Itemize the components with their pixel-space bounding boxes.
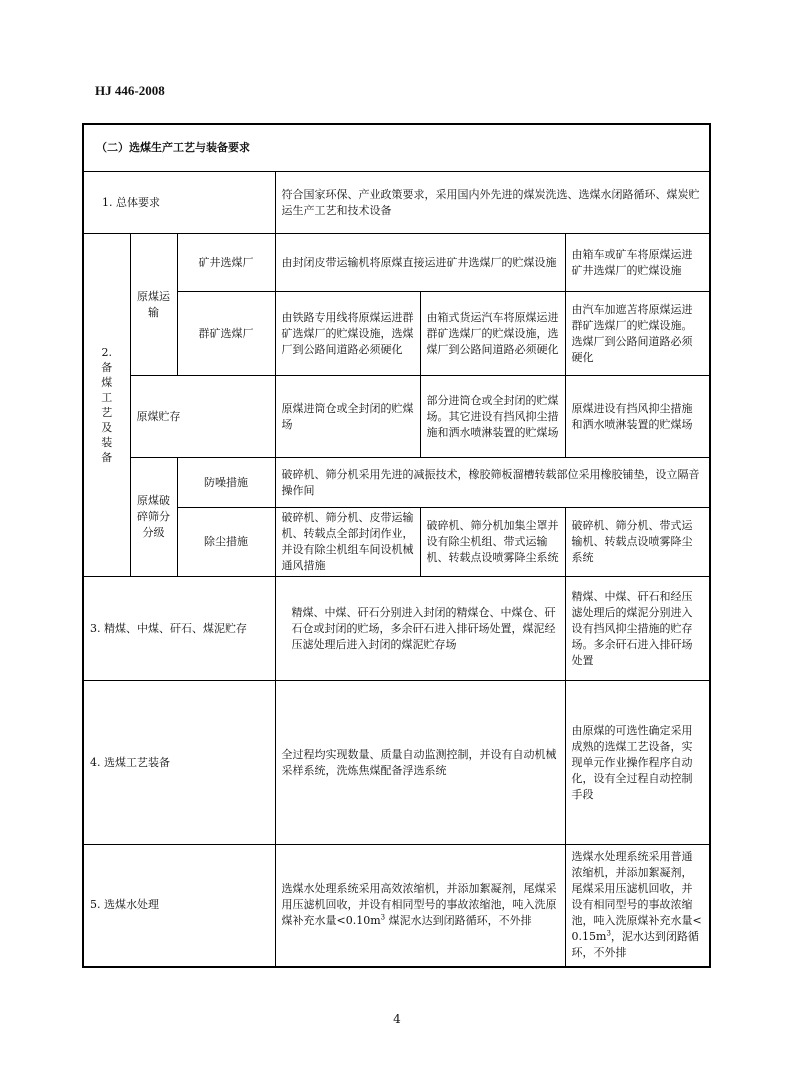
- cell-text: 破碎机、筛分机加集尘罩并设有除尘机组、带式运输机、转载点设喷雾降尘系统: [420, 508, 565, 577]
- sub-sub-label: 除尘措施: [177, 508, 275, 577]
- table-row: [83, 124, 710, 172]
- sub-sub-label: 群矿选煤厂: [177, 292, 275, 376]
- cell-text: 由汽车加遮苫将原煤运进群矿选煤厂的贮煤设施。选煤厂到公路间道路必须硬化: [565, 292, 710, 376]
- cell-text: 部分进筒仓或全封闭的贮煤场。其它进设有挡风抑尘措施和洒水喷淋装置的贮煤场: [420, 376, 565, 458]
- row-label-vertical: 2. 备 煤 工 艺 及 装 备: [83, 234, 130, 577]
- cell-text: 破碎机、筛分机采用先进的减振技术，橡胶筛板溜槽转载部位采用橡胶铺垫，设立隔音操作间: [275, 458, 710, 508]
- cell-text: 全过程均实现数量、质量自动监测控制，并设有自动机械采样系统，洗炼焦煤配备浮选系统: [275, 681, 565, 845]
- sub-label: 原煤运输: [130, 234, 177, 376]
- cell-text: 由铁路专用线将原煤运进群矿选煤厂的贮煤设施，选煤厂到公路间道路必须硬化: [275, 292, 420, 376]
- table-row: [83, 508, 710, 577]
- table-row: [83, 845, 710, 967]
- cell-text: 由封闭皮带运输机将原煤直接运进矿井选煤厂的贮煤设施: [275, 234, 565, 292]
- cell-text: 原煤进设有挡风抑尘措施和洒水喷淋装置的贮煤场: [565, 376, 710, 458]
- table-row: [83, 458, 710, 508]
- table-row: [83, 172, 710, 234]
- cell-text: 符合国家环保、产业政策要求，采用国内外先进的煤炭洗选、选煤水闭路循环、煤炭贮运生产工艺和技术设备: [275, 172, 710, 234]
- cell-text: 精煤、中煤、矸石分别进入封闭的精煤仓、中煤仓、矸石仓或封闭的贮场，多余矸石进入排矸场处置，煤泥经压滤处理后进入封闭的煤泥贮存场: [275, 577, 565, 681]
- row-label: 3. 精煤、中煤、矸石、煤泥贮存: [83, 577, 275, 681]
- table-row: [83, 376, 710, 458]
- sub-label: 原煤贮存: [130, 376, 275, 458]
- row-label: 5. 选煤水处理: [83, 845, 275, 967]
- cell-text: 精煤、中煤、矸石和经压滤处理后的煤泥分别进入设有挡风抑尘措施的贮存场。多余矸石进入排矸场处置: [565, 577, 710, 681]
- page-number: 4: [393, 1012, 401, 1026]
- row-label: 1. 总体要求: [83, 172, 275, 234]
- cell-text: 破碎机、筛分机、皮带运输机、转载点全部封闭作业，并设有除尘机组车间设机械通风措施: [275, 508, 420, 577]
- cell-text: 由箱式货运汽车将原煤运进群矿选煤厂的贮煤设施，选煤厂到公路间道路必须硬化: [420, 292, 565, 376]
- sub-sub-label: 矿井选煤厂: [177, 234, 275, 292]
- section-title: （二）选煤生产工艺与装备要求: [83, 124, 710, 172]
- table-row: [83, 234, 710, 292]
- cell-text: 由箱车或矿车将原煤运进矿井选煤厂的贮煤设施: [565, 234, 710, 292]
- cell-text: 由原煤的可选性确定采用成熟的选煤工艺设备，实现单元作业操作程序自动化，设有全过程自动控制手段: [565, 681, 710, 845]
- cell-text: 破碎机、筛分机、带式运输机、转载点设喷雾降尘系统: [565, 508, 710, 577]
- requirements-table: [82, 123, 711, 968]
- cell-text: 选煤水处理系统采用普通浓缩机，并添加絮凝剂，尾煤采用压滤机回收，并设有相同型号的事故浓缩池，吨入洗原煤补充水量$<0.15m^3$，泥水达到闭路循环，不外排: [565, 845, 710, 967]
- table-row: [83, 577, 710, 681]
- sub-label: 原煤破碎筛分分级: [130, 458, 177, 577]
- document-code: HJ 446-2008: [95, 83, 165, 98]
- cell-text: 选煤水处理系统采用高效浓缩机，并添加絮凝剂，尾煤采用压滤机回收，并设有相同型号的事故浓缩池，吨入洗原煤补充水量$<0.10m^3$ 煤泥水达到闭路循环，不外排: [275, 845, 565, 967]
- table-row: [83, 292, 710, 376]
- sub-sub-label: 防噪措施: [177, 458, 275, 508]
- table-row: [83, 681, 710, 845]
- cell-text: 原煤进筒仓或全封闭的贮煤场: [275, 376, 420, 458]
- row-label: 4. 选煤工艺装备: [83, 681, 275, 845]
